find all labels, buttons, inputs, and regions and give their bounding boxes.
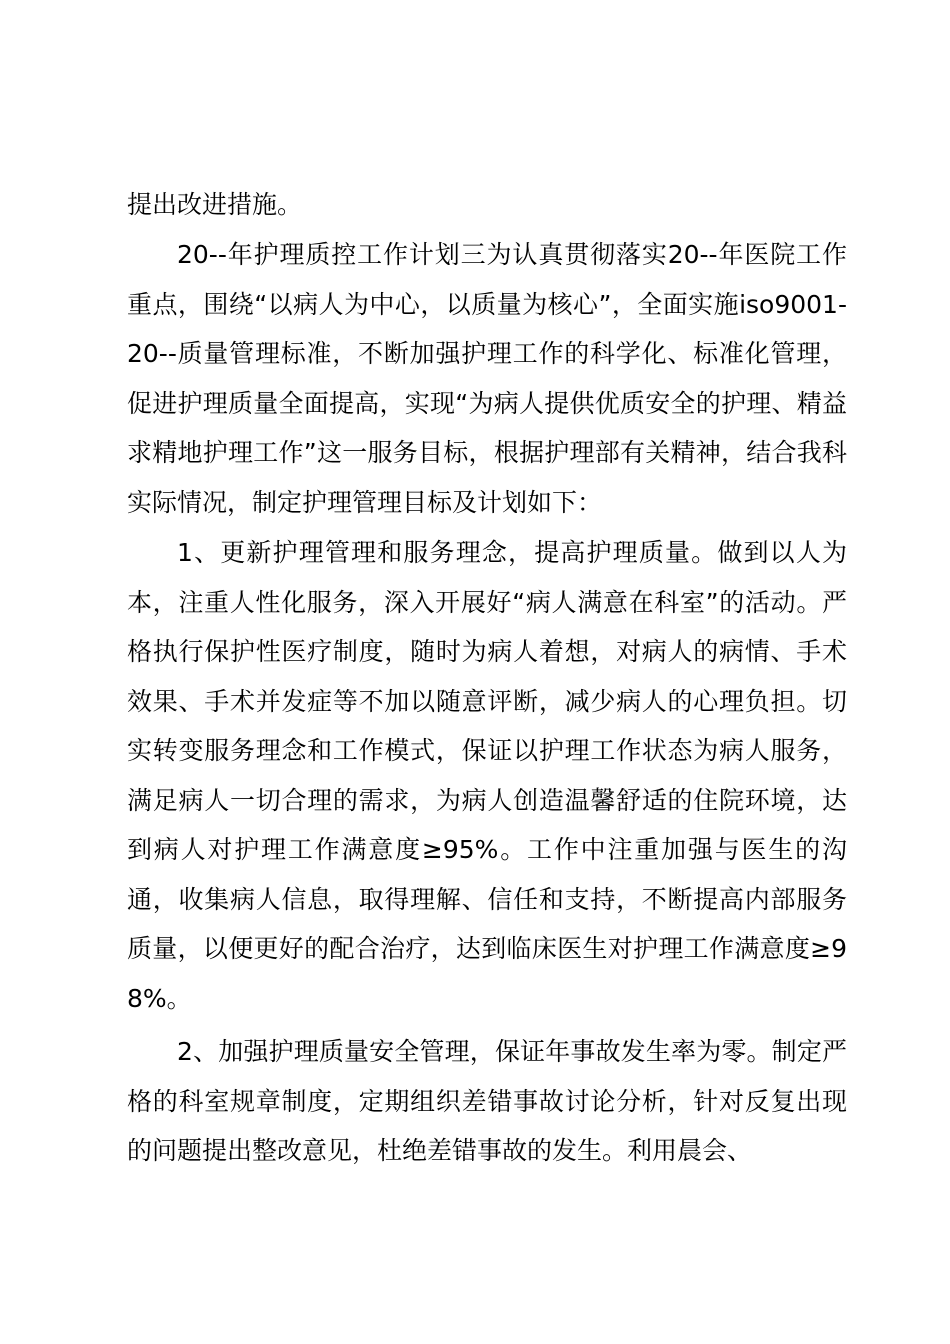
paragraph-text: 20--年护理质控工作计划三为认真贯彻落实20--年医院工作重点，围绕“以病人为中心，以质量为核心”，全面实施iso9001-20--质量管理标准，不断加强护理工作的科学化、标准化管理，促进护理质量全面提高，实现“为病人提供优质安全的护理、精益求精地护理工作”这一服务目标，根据护理部有关精神，结合我科实际情况，制定护理管理目标及计划如下： (127, 240, 847, 517)
paragraph-text: 2、加强护理质量安全管理，保证年事故发生率为零。制定严格的科室规章制度，定期组织差错事故讨论分析，针对反复出现的问题提出整改意见，杜绝差错事故的发生。利用晨会、 (127, 1037, 847, 1165)
paragraph-plan-intro (127, 230, 847, 527)
paragraph-text: 提出改进措施。 (127, 190, 303, 219)
paragraph-continuation (127, 180, 847, 230)
paragraph-item-1 (127, 528, 847, 1023)
paragraph-item-2 (127, 1027, 847, 1176)
paragraph-text: 1、更新护理管理和服务理念，提高护理质量。做到以人为本，注重人性化服务，深入开展好“病人满意在科室”的活动。严格执行保护性医疗制度，随时为病人着想，对病人的病情、手术效果、手术并发症等不加以随意评断，减少病人的心理负担。切实转变服务理念和工作模式，保证以护理工作状态为病人服务，满足病人一切合理的需求，为病人创造温馨舒适的住院环境，达到病人对护理工作满意度≥95%。工作中注重加强与医生的沟通，收集病人信息，取得理解、信任和支持，不断提高内部服务质量，以便更好的配合治疗，达到临床医生对护理工作满意度≥98%。 (127, 538, 847, 1013)
